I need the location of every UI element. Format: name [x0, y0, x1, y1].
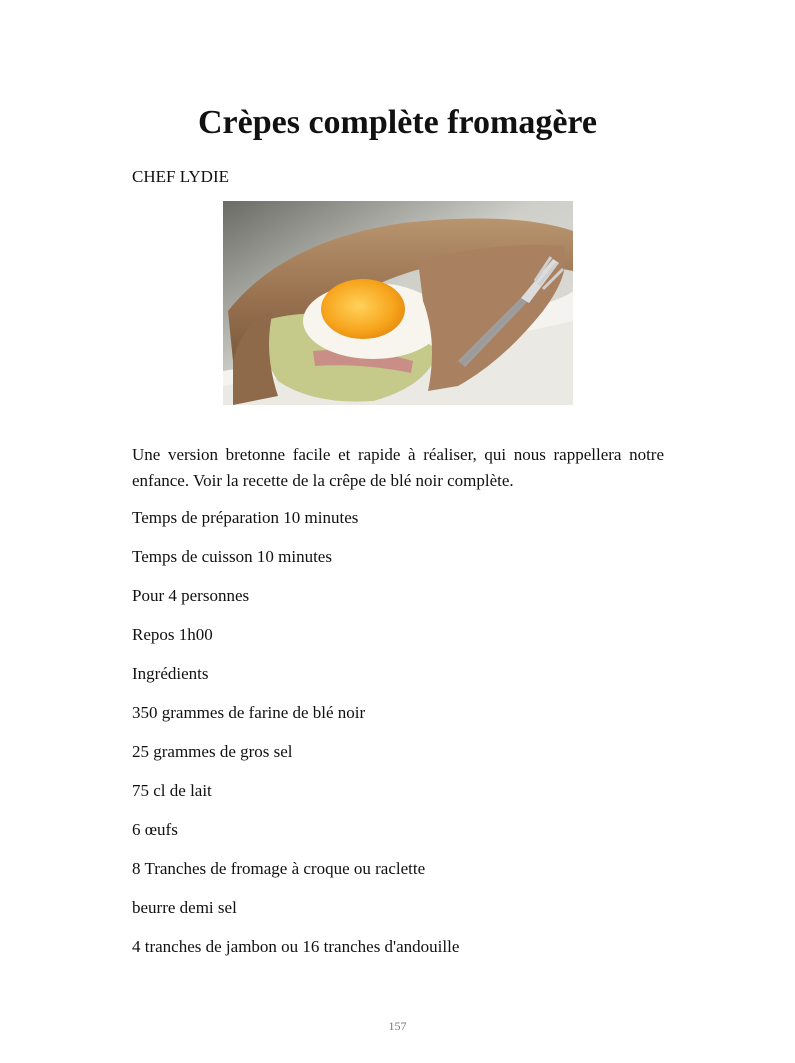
ingredients-heading: Ingrédients	[132, 664, 209, 683]
ingredient-item: 75 cl de lait	[132, 781, 212, 800]
rest-time: Repos 1h00	[132, 625, 213, 644]
cook-time: Temps de cuisson 10 minutes	[132, 547, 332, 566]
ingredient-item: 8 Tranches de fromage à croque ou raclette	[132, 859, 426, 878]
prep-time: Temps de préparation 10 minutes	[132, 508, 359, 527]
recipe-intro: Une version bretonne facile et rapide à réaliser, qui nous rappellera notre enfance. Voir la recette de la crêpe de blé noir complète.	[132, 445, 664, 490]
ingredient-item: 4 tranches de jambon ou 16 tranches d'andouille	[132, 937, 460, 956]
recipe-title: Crèpes complète fromagère	[197, 104, 598, 141]
recipe-author: CHEF LYDIE	[132, 167, 229, 186]
recipe-lines	[132, 507, 459, 975]
ingredient-item: 25 grammes de gros sel	[132, 742, 293, 761]
page-number: 157	[388, 1019, 407, 1033]
ingredient-item: 6 œufs	[132, 820, 178, 839]
servings: Pour 4 personnes	[132, 586, 250, 605]
ingredient-item: 350 grammes de farine de blé noir	[132, 703, 366, 722]
ingredient-item: beurre demi sel	[132, 898, 237, 917]
crepe-photo	[223, 201, 573, 405]
